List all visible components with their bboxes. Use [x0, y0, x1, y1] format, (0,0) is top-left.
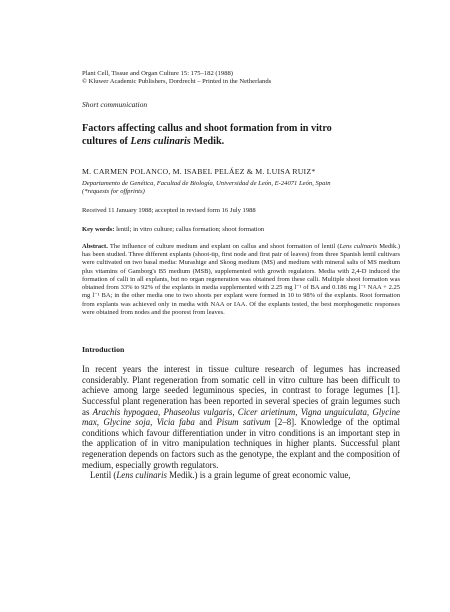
intro-p2-species: Lens culinaris	[116, 470, 167, 481]
intro-p1-text-b: and	[194, 417, 217, 428]
intro-p2-text-b: Medik.) is a grain legume of great economic value,	[166, 470, 351, 481]
title-species: Lens culinaris	[130, 135, 191, 147]
section-label: Short communication	[82, 100, 148, 110]
title-line-1: Factors affecting callus and shoot formation from in vitro	[82, 123, 332, 135]
keywords-text: lentil; in vitro culture; callus formation; shoot formation	[114, 225, 265, 233]
keywords-label: Key words:	[82, 225, 115, 233]
title-line-2	[82, 136, 400, 148]
intro-paragraph-1	[82, 364, 400, 470]
journal-citation: Plant Cell, Tissue and Organ Culture 15: 175–182 (1988)	[82, 70, 233, 77]
intro-p1-text-a: In recent years the interest in tissue culture research of legumes has increased considerably. Plant regeneration from somatic cell in vitro culture has been difficult to achieve among large seeded leguminous species, in contrast to forage legumes [1]. Successful plant regeneration has been reported in several species of grain legumes such as	[82, 364, 400, 417]
affiliation	[82, 180, 400, 196]
intro-p2-text-a: Lentil (	[90, 470, 117, 481]
abstract-label: Abstract.	[82, 242, 108, 250]
received-dates: Received 11 January 1988; accepted in revised form 16 July 1988	[82, 206, 256, 214]
abstract-text-1: The influence of culture medium and explant on callus and shoot formation of lentil (	[107, 242, 340, 250]
intro-p1-text-c: [2–8]. Knowledge of the optimal conditions which favour differentiation under in vitro conditions is an important step in the application of in vitro manipulation techniques in higher plants. Successful plant regeneration depends on factors such as the genotype, the explant and the composition of medium, especially growth regulators.	[82, 417, 400, 470]
article-title	[82, 123, 400, 148]
offprints-note: (*requests for offprints)	[82, 188, 145, 196]
intro-paragraph-2	[82, 470, 400, 481]
keywords	[82, 226, 400, 233]
abstract-species: Lens culinaris	[339, 242, 378, 250]
title-suffix: Medik.	[190, 135, 225, 147]
affiliation-address: Departamento de Genética, Facultad de Biología, Universidad de León, E-24071 León, Spain	[82, 180, 331, 188]
intro-p1-species-list: Arachis hypogaea, Phaseolus vulgaris, Cicer arietinum, Vigna unguiculata, Glycine max, Glycine soja, Vicia faba	[82, 406, 400, 428]
authors: M. CARMEN POLANCO, M. ISABEL PELÁEZ & M. LUISA RUIZ*	[82, 167, 316, 177]
intro-p1-species-pisum: Pisum sativum	[216, 417, 271, 428]
article-page	[82, 70, 400, 481]
journal-header	[82, 70, 400, 86]
title-prefix: cultures of	[82, 135, 131, 147]
abstract-text-2: Medik.) has been studied. Three different explants (shoot-tip, first node and first pair of leaves) from three Spanish lentil cultivars were cultivated on two basal media: Murashige and Skoog medium (MS) and medium with mineral salts of MS medium plus vitamins of Gamborg's B5 medium (MSB), supplemented with growth regulators. Media with 2,4-D induced the formation of calli in all explants, but no organ regeneration was obtained from these calli. Multiple shoot formation was obtained from 33% to 92% of the explants in media supplemented with 2.25 mg l⁻¹ of BA and 0.186 mg l⁻¹ NAA + 2.25 mg l⁻¹ BA; in the other media one to two shoots per explant were formed in 10 to 98% of the explants. Root formation from explants was achieved only in media with NAA or IAA. Of the explants tested, the best morphogenetic responses were obtained from nodes and the poorest from leaves.	[82, 242, 400, 316]
publisher-line: © Kluwer Academic Publishers, Dordrecht – Printed in the Netherlands	[82, 78, 272, 86]
introduction-heading: Introduction	[82, 345, 125, 355]
abstract	[82, 243, 400, 318]
introduction-body	[82, 364, 400, 481]
